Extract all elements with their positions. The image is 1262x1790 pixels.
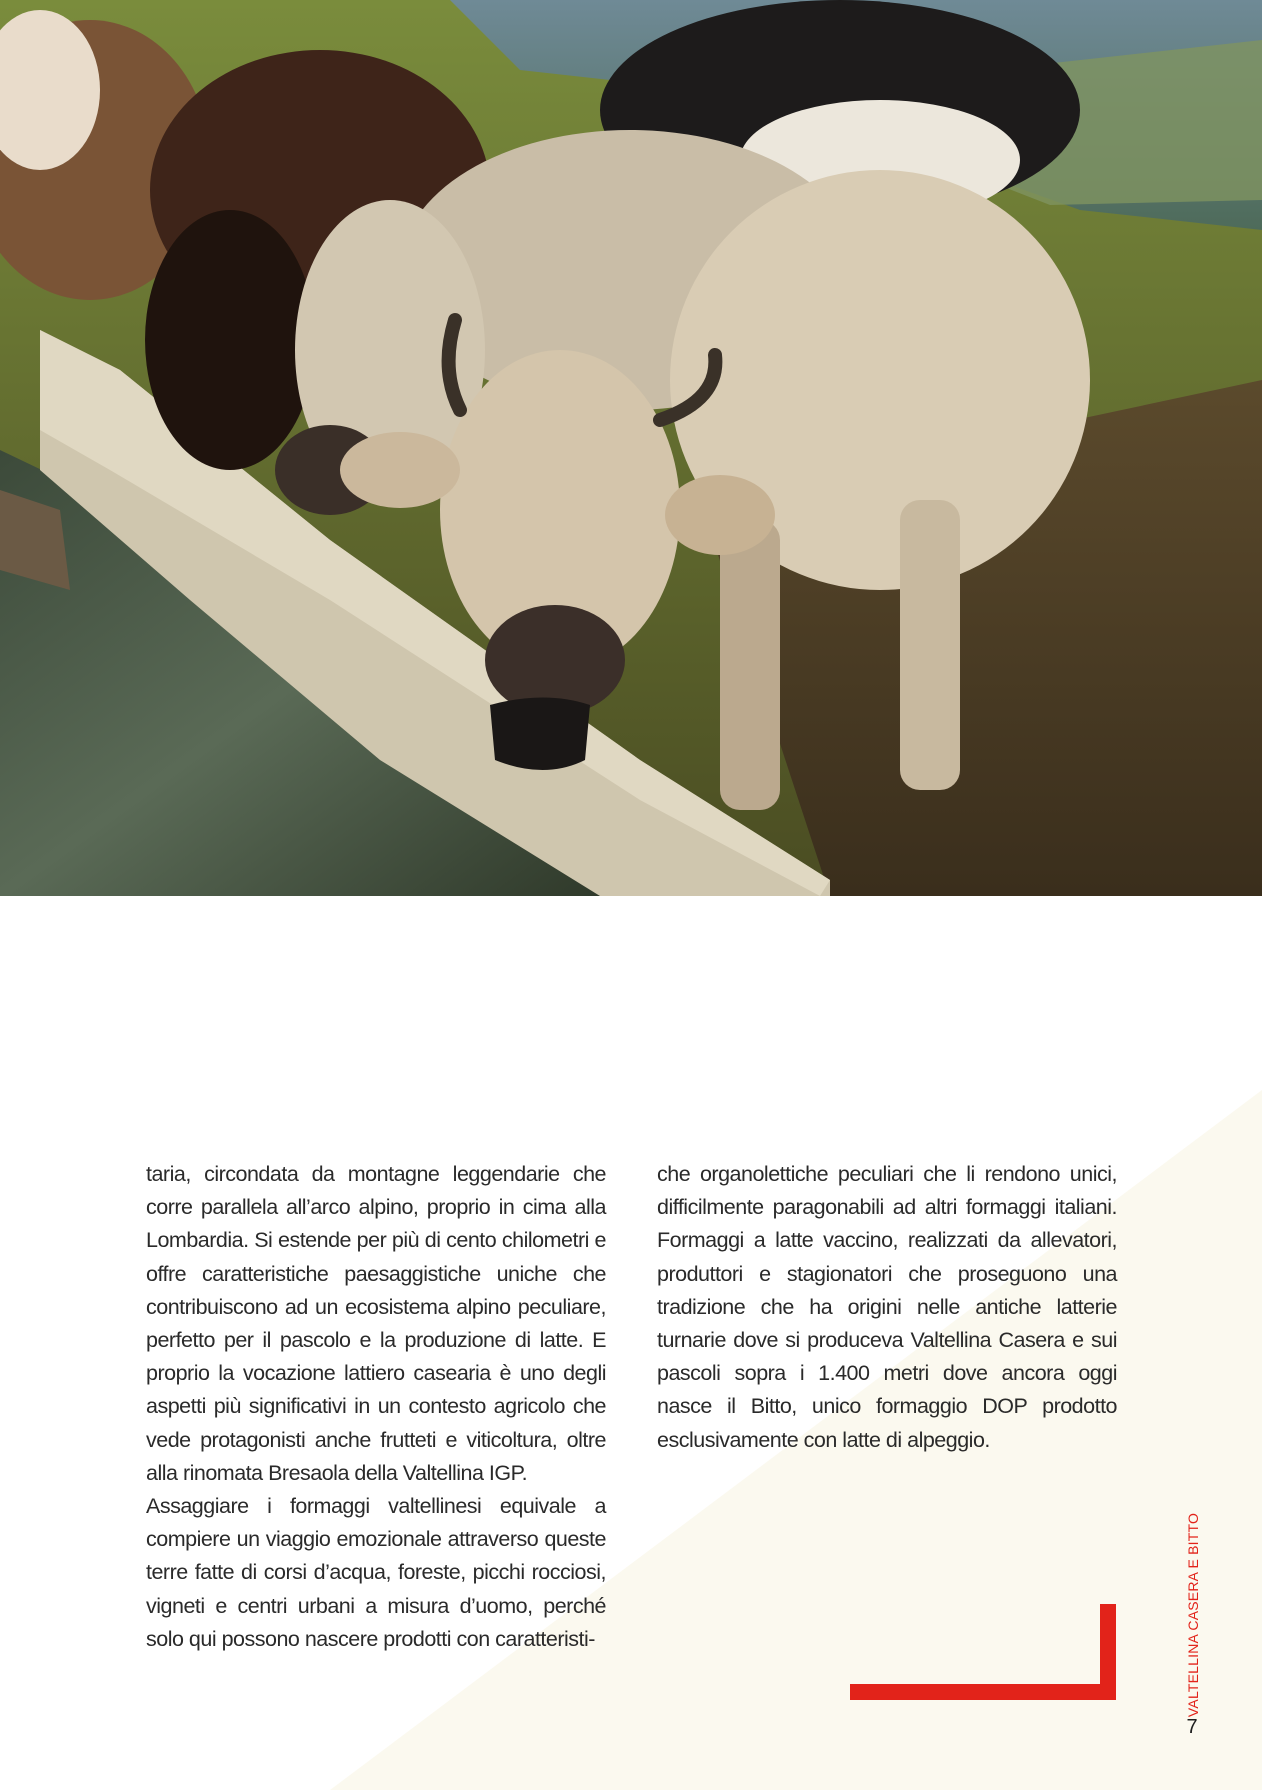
corner-mark-horizontal	[850, 1684, 1116, 1700]
running-head	[1178, 1512, 1208, 1718]
body-paragraph: Assaggiare i formaggi valtellinesi equivale a compiere un viaggio emozionale attraverso queste terre fatte di corsi d’acqua, foreste, picchi rocciosi, vigneti e centri urbani a misura d’uomo, perché solo qui possono nascere prodotti con caratteristi-	[146, 1494, 606, 1651]
body-paragraph: taria, circondata da montagne leggendarie che corre parallela all’arco alpino, proprio in cima alla Lombardia. Si estende per più di cento chilometri e offre caratteristiche paesaggistiche uniche che contribuiscono ad un ecosistema alpino peculiare, perfetto per il pascolo e la produzione di latte. E proprio la vocazione lattiero casearia è uno degli aspetti più significativi in un contesto agricolo che vede protagonisti anche frutteti e viticoltura, oltre alla rinomata Bresaola della Valtellina IGP.	[146, 1162, 606, 1485]
body-paragraph: che organolettiche peculiari che li rendono unici, difficilmente paragonabili ad altri formaggi italiani. Formaggi a latte vaccino, realizzati da allevatori, produttori e stagionatori che proseguono una tradizione che ha origini nelle antiche latterie turnarie dove si produceva Valtellina Casera e sui pascoli sopra i 1.400 metri dove ancora oggi nasce il Bitto, unico formaggio DOP prodotto esclusivamente con latte di alpeggio.	[657, 1162, 1117, 1452]
red-corner-mark	[850, 1604, 1116, 1700]
body-column-right	[657, 1158, 1117, 1457]
page-number: 7	[1186, 1716, 1198, 1738]
body-column-left	[146, 1158, 606, 1656]
running-head-text: VALTELLINA CASERA E BITTO	[1185, 1512, 1201, 1718]
